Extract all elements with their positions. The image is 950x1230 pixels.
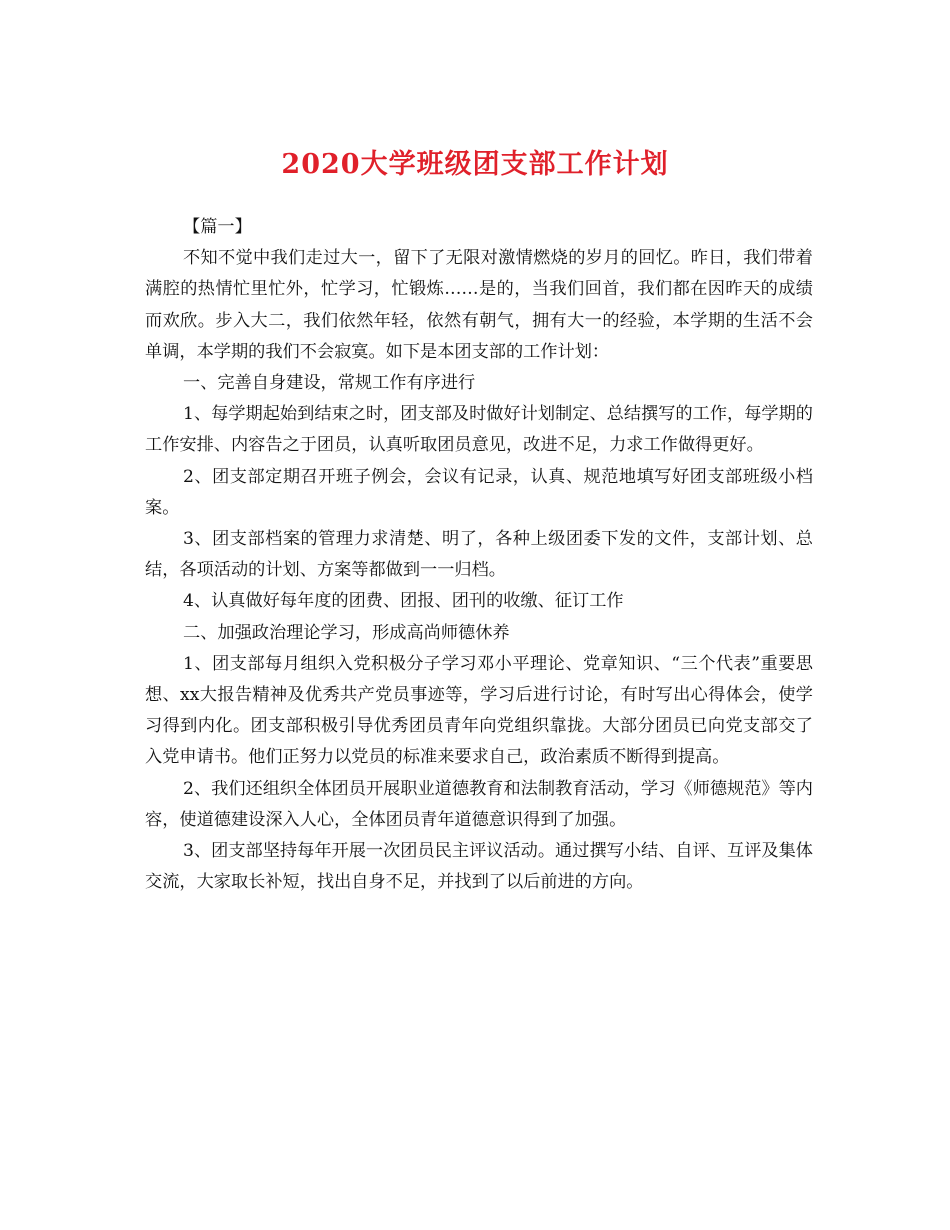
section-heading-1: 一、完善自身建设，常规工作有序进行	[183, 373, 476, 394]
document-body	[145, 212, 813, 898]
intro-paragraph: 不知不觉中我们走过大一，留下了无限对激情燃烧的岁月的回忆。昨日，我们带着满腔的热情忙里忙外，忙学习，忙锻炼……是的，当我们回首，我们都在因昨天的成绩而欢欣。步入大二，我们依然年轻，依然有朝气，拥有大一的经验，本学期的生活不会单调，本学期的我们不会寂寞。如下是本团支部的工作计划：	[145, 248, 813, 362]
item-1-3: 3、团支部档案的管理力求清楚、明了，各种上级团委下发的文件，支部计划、总结，各项活动的计划、方案等都做到一一归档。	[145, 529, 813, 581]
item-2-1: 1、团支部每月组织入党积极分子学习邓小平理论、党章知识、“三个代表”重要思想、xx大报告精神及优秀共产党员事迹等，学习后进行讨论，有时写出心得体会，使学习得到内化。团支部积极引导优秀团员青年向党组织靠拢。大部分团员已向党支部交了入党申请书。他们正努力以党员的标准来要求自己，政治素质不断得到提高。	[145, 653, 813, 768]
item-1-2: 2、团支部定期召开班子例会，会议有记录，认真、规范地填写好团支部班级小档案。	[145, 466, 813, 518]
item-1-4: 4、认真做好每年度的团费、团报、团刊的收缴、征订工作	[183, 591, 624, 612]
item-2-2: 2、我们还组织全体团员开展职业道德教育和法制教育活动，学习《师德规范》等内容，使道德建设深入人心，全体团员青年道德意识得到了加强。	[145, 778, 813, 830]
section-heading-part-one: 【篇一】	[183, 217, 252, 237]
item-2-3: 3、团支部坚持每年开展一次团员民主评议活动。通过撰写小结、自评、互评及集体交流，大家取长补短，找出自身不足，并找到了以后前进的方向。	[145, 841, 813, 893]
document-title: 2020大学班级团支部工作计划	[281, 149, 669, 180]
item-1-1: 1、每学期起始到结束之时，团支部及时做好计划制定、总结撰写的工作，每学期的工作安排、内容告之于团员，认真听取团员意见，改进不足，力求工作做得更好。	[145, 404, 813, 456]
section-heading-2: 二、加强政治理论学习，形成高尚师德休养	[183, 622, 510, 643]
